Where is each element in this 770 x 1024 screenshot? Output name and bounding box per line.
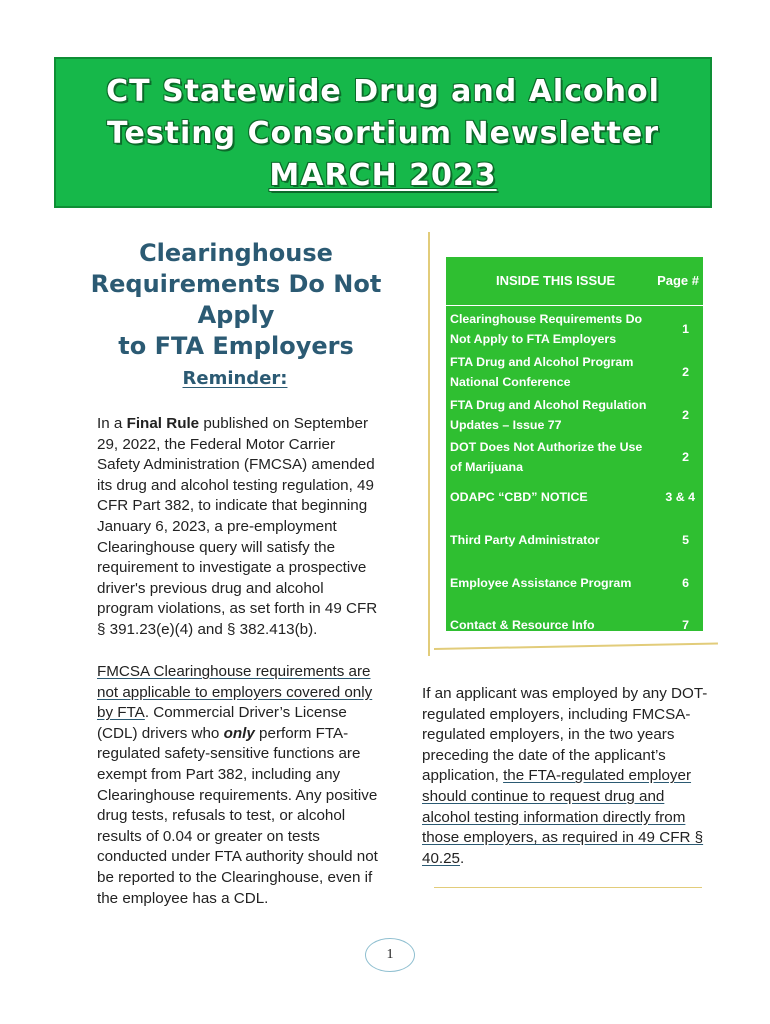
banner-title-line-2: Testing Consortium Newsletter [107, 116, 659, 151]
banner-issue-date: MARCH 2023 [269, 158, 497, 193]
toc-header [446, 273, 703, 293]
toc-item-title: Employee Assistance Program [450, 576, 632, 590]
para2-body: . Commercial Driver’s License (CDL) drivers who [97, 704, 347, 742]
article-paragraph-1 [97, 414, 382, 641]
para2-body-end: perform FTA-regulated safety-sensitive functions are exempt from Part 382, including any Clearinghouse requirements. Any positive drug tests, refusals to test, or alcohol results of 0.04 or greater on tests conducted under FTA authority should not be reported to the Clearinghouse, even if the employee has a CDL. [97, 724, 378, 907]
article-paragraph-2 [97, 662, 382, 909]
toc-item-title: DOT Does Not Authorize the Use of Marijuana [450, 440, 643, 474]
inside-this-issue-box [446, 257, 703, 631]
para3-end: . [460, 849, 465, 867]
page-number: 1 [365, 938, 415, 972]
article-paragraph-3 [422, 684, 714, 869]
toc-item-page: 1 [682, 322, 689, 336]
headline-line-2: Requirements Do Not Apply [90, 270, 382, 329]
toc-item-page: 7 [682, 618, 689, 632]
toc-item-page: 2 [682, 365, 689, 379]
article-headline [55, 238, 417, 362]
toc-item-page: 3 & 4 [665, 490, 695, 504]
newsletter-banner [54, 57, 712, 208]
only-emphasis: only [223, 724, 255, 742]
toc-item-title: FTA Drug and Alcohol Regulation Updates – Issue 77 [450, 398, 647, 432]
headline-line-3: to FTA Employers [118, 332, 354, 360]
toc-item-title: Contact & Resource Info [450, 618, 595, 632]
para1-body: published on September 29, 2022, the Federal Motor Carrier Safety Administration (FMCSA) amended its drug and alcohol testing regulation, 49 CFR Part 382, to indicate that beginning January 6, 2023, a pre-employment Clearinghouse query will satisfy the requirement to investigate a prospective driver's previous drug and alcohol program violations, as set forth in 49 CFR § 391.23(e)(4) and § 382.413(b). [97, 415, 378, 638]
toc-header-divider [446, 305, 703, 306]
horizontal-divider [434, 643, 718, 650]
banner-title-line-1: CT Statewide Drug and Alcohol [106, 74, 660, 109]
para2-underlined-lead: FMCSA Clearinghouse requirements are not applicable to employers covered only by FTA [97, 663, 373, 722]
final-rule-text: Final Rule [126, 415, 200, 432]
toc-header-page: Page # [657, 273, 699, 288]
toc-item-page: 2 [682, 450, 689, 464]
vertical-divider [428, 232, 430, 656]
para3-underlined: the FTA-regulated employer should continue to request drug and alcohol testing information directly from those employers, as required in 49 CFR § 40.25 [422, 767, 704, 867]
toc-item-title: FTA Drug and Alcohol Program National Conference [450, 355, 634, 389]
bottom-divider [434, 887, 702, 888]
toc-item-title: Clearinghouse Requirements Do Not Apply to FTA Employers [450, 312, 643, 346]
toc-item-title: ODAPC “CBD” NOTICE [450, 490, 588, 504]
para1-lead: In a [97, 415, 127, 432]
toc-item-page: 6 [682, 576, 689, 590]
para3-body: If an applicant was employed by any DOT-regulated employers, including FMCSA-regulated employers, in the two years preceding the date of the applicant’s application, [422, 685, 708, 785]
toc-item-title: Third Party Administrator [450, 533, 600, 547]
headline-line-1: Clearinghouse [139, 239, 333, 267]
toc-header-title: INSIDE THIS ISSUE [496, 273, 616, 288]
toc-item-page: 5 [682, 533, 689, 547]
toc-item-page: 2 [682, 408, 689, 422]
reminder-heading: Reminder: [182, 368, 288, 389]
